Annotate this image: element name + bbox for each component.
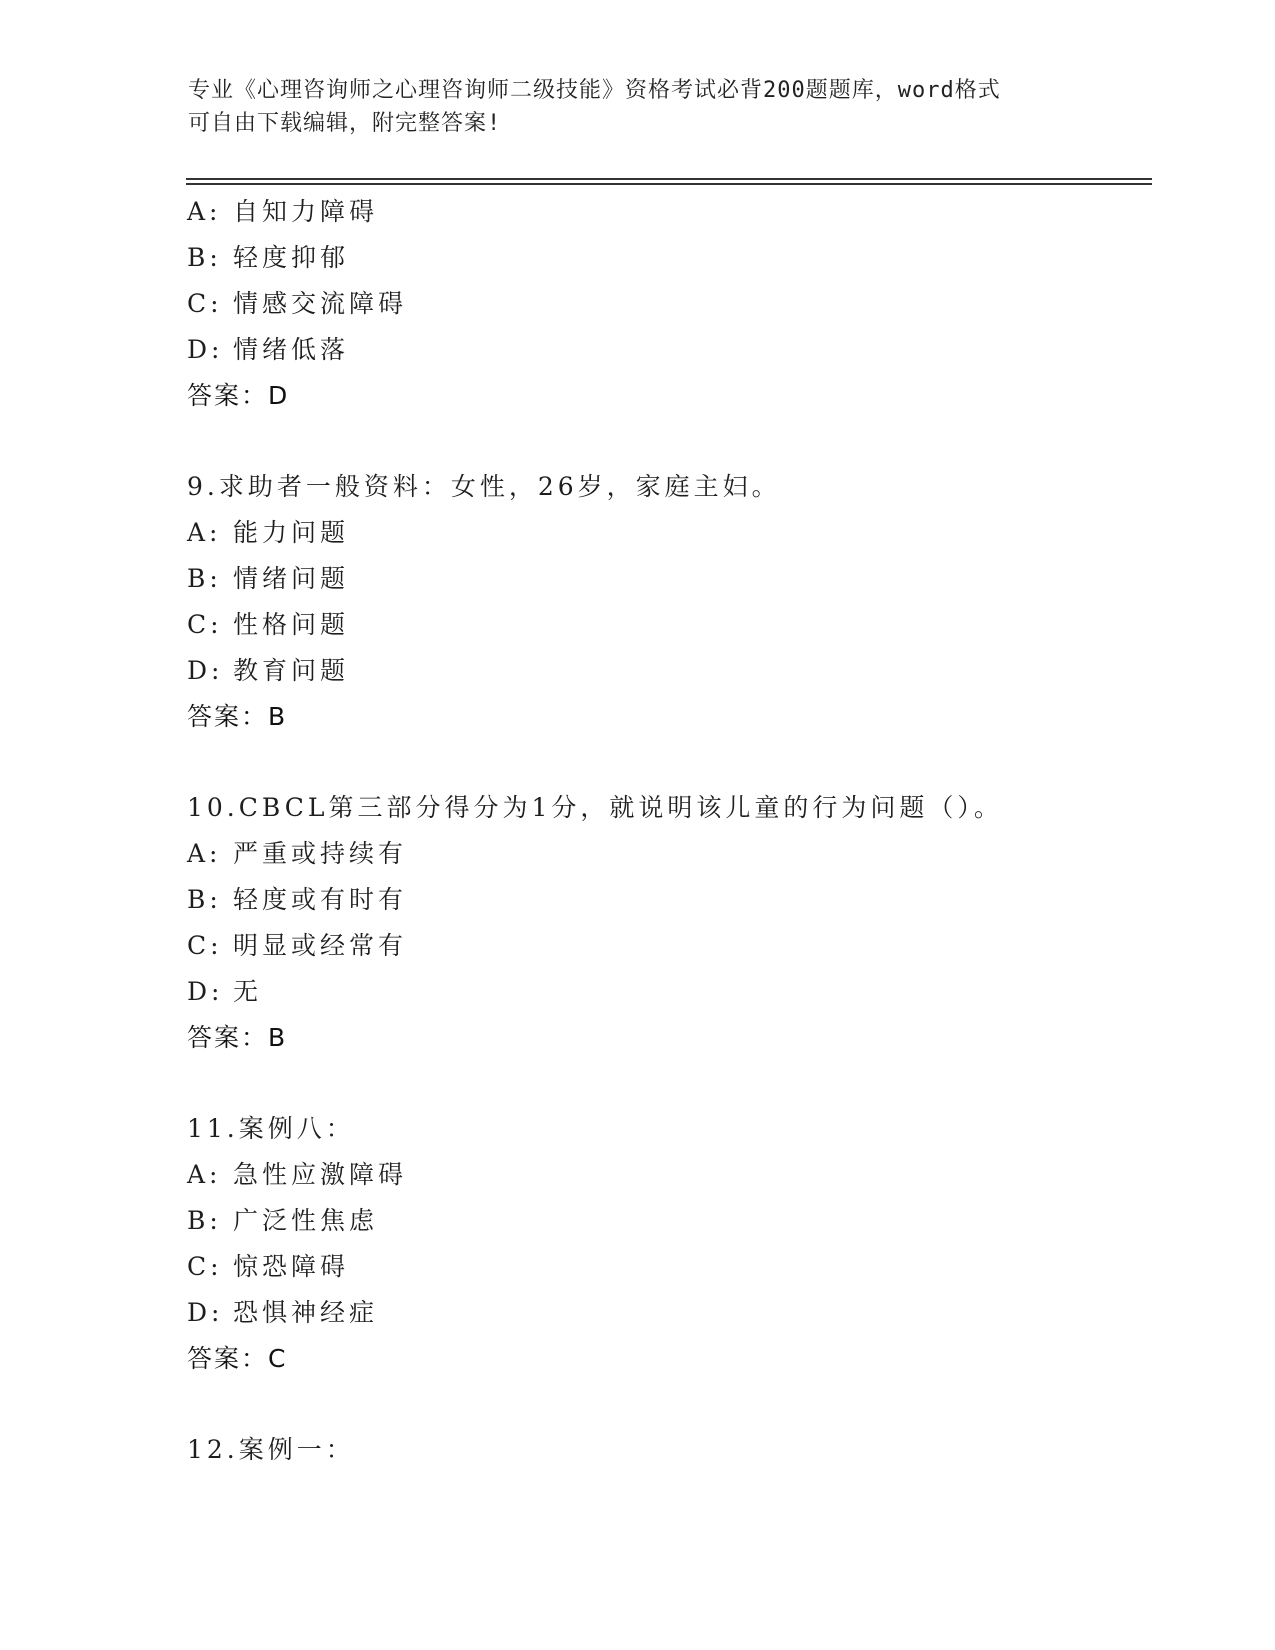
question-block — [187, 464, 1147, 740]
option-c: C: 明显或经常有 — [187, 931, 408, 960]
question-block — [187, 189, 1147, 419]
answer-line: 答案：B — [187, 702, 288, 731]
option-d: D: 教育问题 — [187, 656, 350, 685]
header-divider-bottom — [186, 183, 1152, 185]
document-header — [188, 74, 1068, 140]
answer-line: 答案：C — [187, 1344, 288, 1373]
question-list — [187, 189, 1147, 1473]
option-c: C: 情感交流障碍 — [187, 289, 408, 318]
question-text: 11.案例八： — [187, 1114, 355, 1143]
question-block — [187, 785, 1147, 1061]
option-c: C: 惊恐障碍 — [187, 1252, 350, 1281]
option-c: C: 性格问题 — [187, 610, 350, 639]
answer-line: 答案：D — [187, 381, 290, 410]
option-d: D: 无 — [187, 977, 263, 1006]
option-d: D: 情绪低落 — [187, 335, 350, 364]
header-line-2: 可自由下载编辑，附完整答案! — [188, 111, 502, 136]
answer-line: 答案：B — [187, 1023, 288, 1052]
question-text: 10.CBCL第三部分得分为1分，就说明该儿童的行为问题（）。 — [187, 793, 1003, 822]
option-d: D: 恐惧神经症 — [187, 1298, 379, 1327]
option-b: B: 广泛性焦虑 — [187, 1206, 379, 1235]
question-text: 12.案例一： — [187, 1435, 355, 1464]
option-b: B: 轻度抑郁 — [187, 243, 350, 272]
option-b: B: 情绪问题 — [187, 564, 350, 593]
option-a: A: 能力问题 — [187, 518, 350, 547]
option-a: A: 自知力障碍 — [187, 197, 379, 226]
header-divider-top — [186, 178, 1152, 180]
option-a: A: 急性应激障碍 — [187, 1160, 408, 1189]
option-b: B: 轻度或有时有 — [187, 885, 408, 914]
option-a: A: 严重或持续有 — [187, 839, 408, 868]
question-block — [187, 1106, 1147, 1382]
header-line-1: 专业《心理咨询师之心理咨询师二级技能》资格考试必背200题题库，word格式 — [188, 78, 1001, 103]
question-text: 9.求助者一般资料：女性，26岁，家庭主妇。 — [187, 472, 781, 501]
